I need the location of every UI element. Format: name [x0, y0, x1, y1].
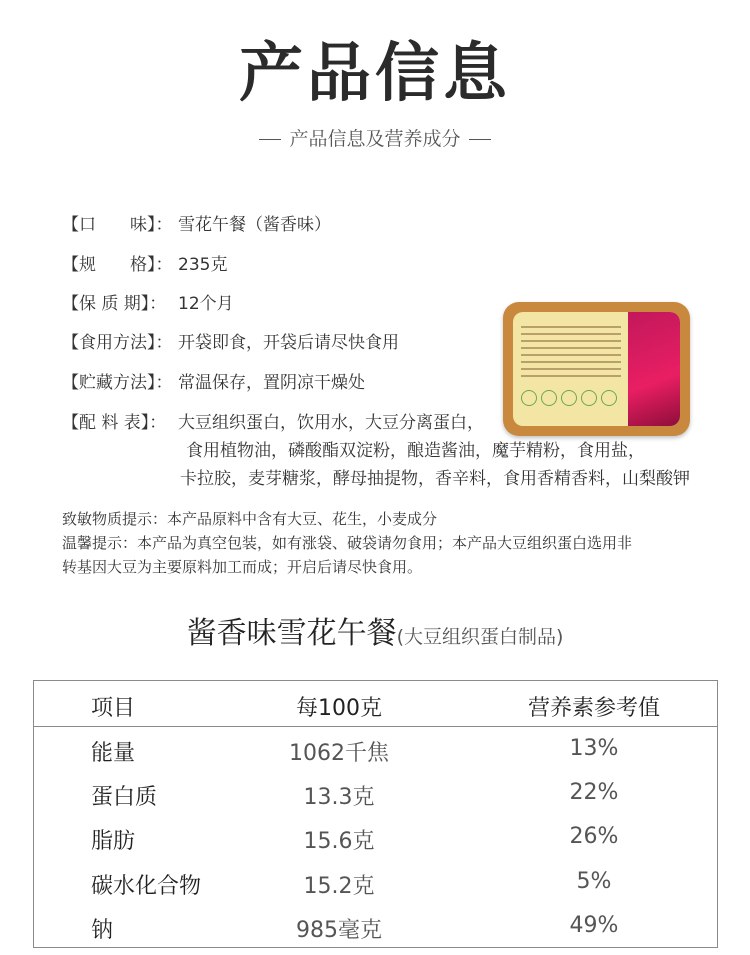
table-row-name: 钠: [91, 918, 114, 943]
table-row-nrv: 13%: [569, 736, 619, 761]
info-value: 雪花午餐（酱香味）: [178, 215, 331, 235]
table-row-nrv: 5%: [576, 869, 612, 894]
allergen-note: 致敏物质提示：本产品原料中含有大豆、花生，小麦成分: [62, 510, 438, 528]
info-value: 大豆组织蛋白，饮用水，大豆分离蛋白，: [178, 413, 484, 433]
info-row-spec: [62, 250, 227, 275]
info-row-usage: [62, 328, 399, 353]
ingredients-line-3: 卡拉胶，麦芽糖浆，酵母抽提物，香辛料，食用香精香料，山梨酸钾: [180, 469, 690, 489]
page-title: 产品信息: [239, 36, 511, 111]
table-row-value: 13.3克: [303, 785, 375, 810]
info-label: 【规 格】：: [62, 255, 173, 275]
table-header-divider: [34, 726, 717, 727]
info-label: 【配 料 表】：: [62, 413, 167, 433]
info-value: 常温保存，置阴凉干燥处: [178, 373, 365, 393]
info-label: 【口 味】：: [62, 215, 173, 235]
table-row-nrv: 26%: [569, 824, 619, 849]
tip-note-line-1: 温馨提示：本产品为真空包装，如有涨袋、破袋请勿食用；本产品大豆组织蛋白选用非: [62, 534, 633, 552]
table-row-name: 碳水化合物: [91, 874, 202, 899]
page-subtitle: [0, 124, 750, 151]
table-row-name: 蛋白质: [91, 785, 158, 810]
info-row-shelf-life: [62, 289, 234, 314]
info-value: 235克: [178, 255, 228, 275]
table-row-value: 15.2克: [303, 874, 375, 899]
nutrition-table: [33, 680, 718, 948]
subtitle-dash-right: [469, 139, 491, 140]
table-row-value: 15.6克: [303, 829, 375, 854]
info-label: 【保 质 期】：: [62, 294, 167, 314]
product-image: [503, 302, 690, 436]
table-row-nrv: 49%: [569, 913, 619, 938]
subtitle-dash-left: [259, 139, 281, 140]
table-row-value: 985毫克: [296, 918, 382, 943]
table-row-name: 脂肪: [91, 829, 136, 854]
ingredients-line-2: 食用植物油，磷酸酯双淀粉，酿造酱油，魔芋精粉，食用盐，: [186, 441, 645, 461]
table-row-value: 1062千焦: [289, 741, 389, 766]
info-label: 【贮藏方法】：: [62, 373, 173, 393]
info-value: 12个月: [178, 294, 234, 314]
info-row-ingredients: [62, 408, 484, 433]
info-row-flavor: [62, 210, 331, 235]
info-label: 【食用方法】：: [62, 333, 173, 353]
nutrition-title-sub: (大豆组织蛋白制品): [396, 626, 564, 648]
info-value: 开袋即食，开袋后请尽快食用: [178, 333, 399, 353]
subtitle-text: 产品信息及营养成分: [289, 128, 461, 150]
table-header-item: 项目: [91, 696, 136, 721]
table-header-per100g: 每100克: [296, 696, 382, 721]
info-row-storage: [62, 368, 365, 393]
nutrition-title-main: 酱香味雪花午餐: [186, 616, 397, 651]
nutrition-title: [0, 608, 750, 652]
table-row-nrv: 22%: [569, 780, 619, 805]
table-row-name: 能量: [91, 741, 136, 766]
table-header-nrv: 营养素参考值: [527, 696, 660, 721]
tip-note-line-2: 转基因大豆为主要原料加工而成；开启后请尽快食用。: [62, 558, 423, 576]
